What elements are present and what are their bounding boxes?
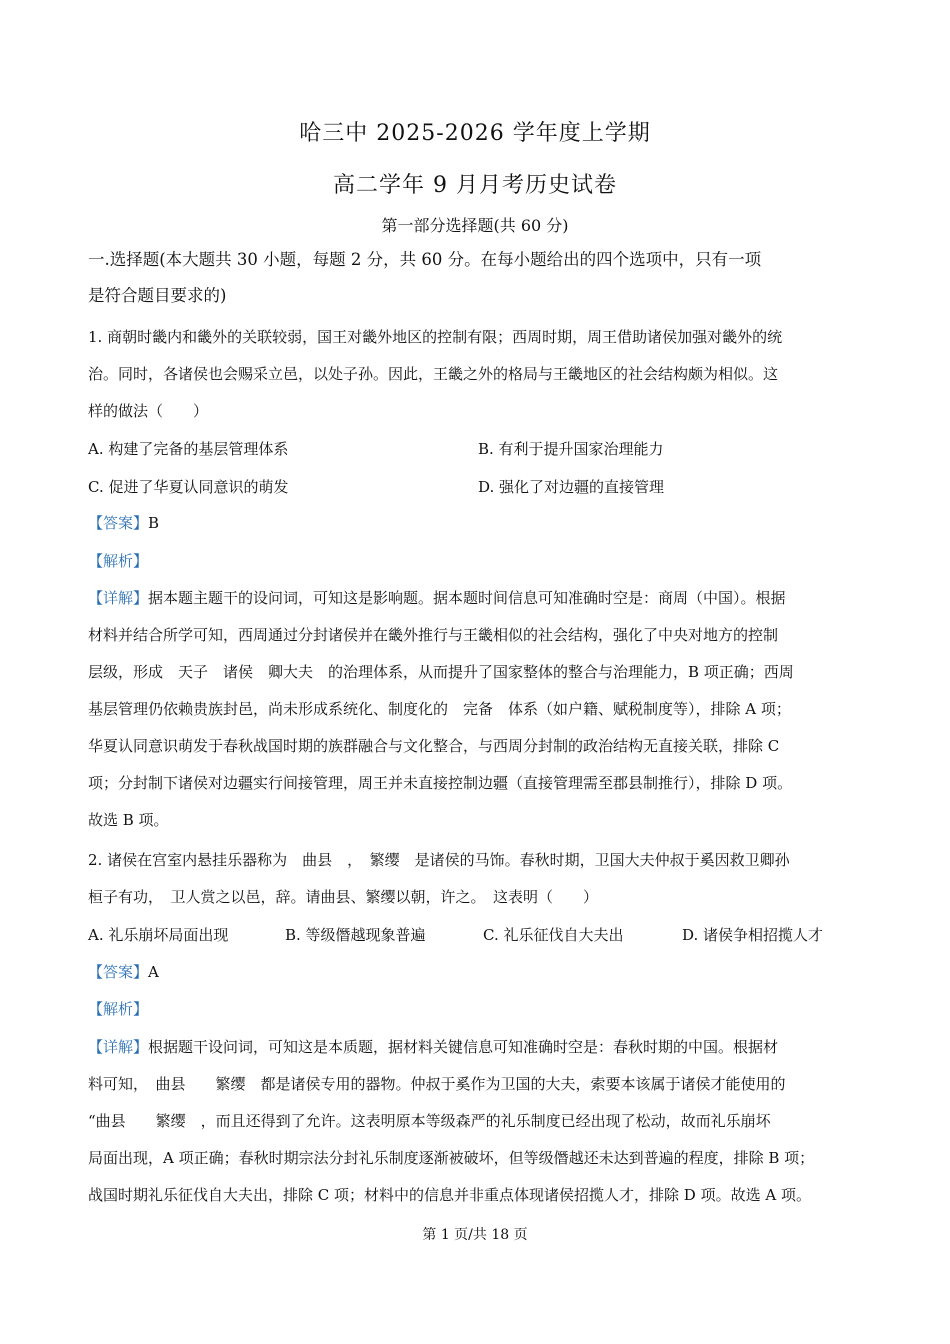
- section-instructions-line1: 一.选择题(本大题共 30 小题，每题 2 分，共 60 分。在每小题给出的四个选项中，只有一项: [88, 250, 762, 269]
- answer-tag: 【答案】: [88, 514, 149, 532]
- detail-text: 根据题干设问词，可知这是本质题，据材料关键信息可知准确时空是：春秋时期的中国。根据材: [148, 1038, 779, 1056]
- page-number: 第 1 页/共 18 页: [422, 1227, 528, 1243]
- q2-option-a: A. 礼乐崩坏局面出现: [88, 926, 229, 944]
- exam-title-line2: 高二学年 9 月月考历史试卷: [333, 173, 617, 198]
- q1-answer: [88, 512, 878, 534]
- detail-tag: 【详解】: [88, 589, 149, 607]
- q1-stem-line: 样的做法（ ）: [88, 402, 209, 420]
- q2-detail-line: “曲县 繁缨 ，而且还得到了允许。这表明原本等级森严的礼乐制度已经出现了松动，故而礼乐崩坏: [88, 1112, 771, 1130]
- q2-detail-line: 战国时期礼乐征伐自大夫出，排除 C 项；材料中的信息并非重点体现诸侯招揽人才，排除 D 项。故选 A 项。: [88, 1186, 811, 1204]
- q2-answer: [88, 961, 878, 983]
- q1-option-c: C. 促进了华夏认同意识的萌发: [88, 478, 289, 496]
- section-instructions-line2: 是符合题目要求的): [88, 286, 227, 305]
- q1-option-b: B. 有利于提升国家治理能力: [478, 440, 664, 458]
- answer-value: A: [148, 963, 159, 981]
- q1-option-d: D. 强化了对边疆的直接管理: [478, 478, 665, 496]
- exam-title-line1: 哈三中 2025-2026 学年度上学期: [299, 121, 651, 146]
- detail-tag: 【详解】: [88, 1038, 149, 1056]
- part-title: 第一部分选择题(共 60 分): [381, 216, 569, 235]
- detail-text: 据本题主题干的设问词，可知这是影响题。据本题时间信息可知准确时空是：商周（中国）。根据: [148, 589, 786, 607]
- q1-analysis: [88, 550, 878, 572]
- analysis-tag: 【解析】: [88, 552, 149, 570]
- q2-option-d: D. 诸侯争相招揽人才: [682, 926, 824, 944]
- q2-stem-line: 2. 诸侯在宫室内悬挂乐器称为 曲县 ， 繁缨 是诸侯的马饰。春秋时期，卫国大夫仲叔于奚因救卫卿孙: [88, 851, 790, 869]
- q2-detail-line: 局面出现，A 项正确；春秋时期宗法分封礼乐制度逐渐被破坏，但等级僭越还未达到普遍的程度，排除 B 项；: [88, 1149, 815, 1167]
- q2-detail-line: [88, 1036, 878, 1058]
- q1-detail-line: [88, 587, 878, 609]
- q2-detail-line: 料可知， 曲县 繁缨 都是诸侯专用的器物。仲叔于奚作为卫国的大夫，索要本该属于诸侯才能使用的: [88, 1075, 786, 1093]
- q1-detail-line: 故选 B 项。: [88, 811, 169, 829]
- analysis-tag: 【解析】: [88, 1000, 149, 1018]
- q1-detail-line: 华夏认同意识萌发于春秋战国时期的族群融合与文化整合，与西周分封制的政治结构无直接关联，排除 C: [88, 737, 780, 755]
- q1-detail-line: 基层管理仍依赖贵族封邑，尚未形成系统化、制度化的 完备 体系（如户籍、赋税制度等），排除 A 项；: [88, 700, 791, 718]
- q1-detail-line: 材料并结合所学可知，西周通过分封诸侯并在畿外推行与王畿相似的社会结构，强化了中央对地方的控制: [88, 626, 779, 644]
- q1-option-a: A. 构建了完备的基层管理体系: [88, 440, 289, 458]
- q2-analysis: [88, 998, 878, 1020]
- q2-stem-line: 桓子有功， 卫人赏之以邑，辞。请曲县、繁缨以朝，许之。 这表明（ ）: [88, 888, 599, 906]
- q1-detail-line: 层级，形成 天子 诸侯 卿大夫 的治理体系，从而提升了国家整体的整合与治理能力，B 项正确；西周: [88, 663, 794, 681]
- q1-detail-line: 项；分封制下诸侯对边疆实行间接管理，周王并未直接控制边疆（直接管理需至郡县制推行），排除 D 项。: [88, 774, 793, 792]
- q1-stem-line: 1. 商朝时畿内和畿外的关联较弱，国王对畿外地区的控制有限；西周时期，周王借助诸侯加强对畿外的统: [88, 328, 783, 346]
- q1-stem-line: 治。同时，各诸侯也会赐采立邑，以处子孙。因此，王畿之外的格局与王畿地区的社会结构颇为相似。这: [88, 365, 779, 383]
- q2-option-b: B. 等级僭越现象普遍: [285, 926, 426, 944]
- answer-value: B: [148, 514, 160, 532]
- q2-option-c: C. 礼乐征伐自大夫出: [483, 926, 624, 944]
- answer-tag: 【答案】: [88, 963, 149, 981]
